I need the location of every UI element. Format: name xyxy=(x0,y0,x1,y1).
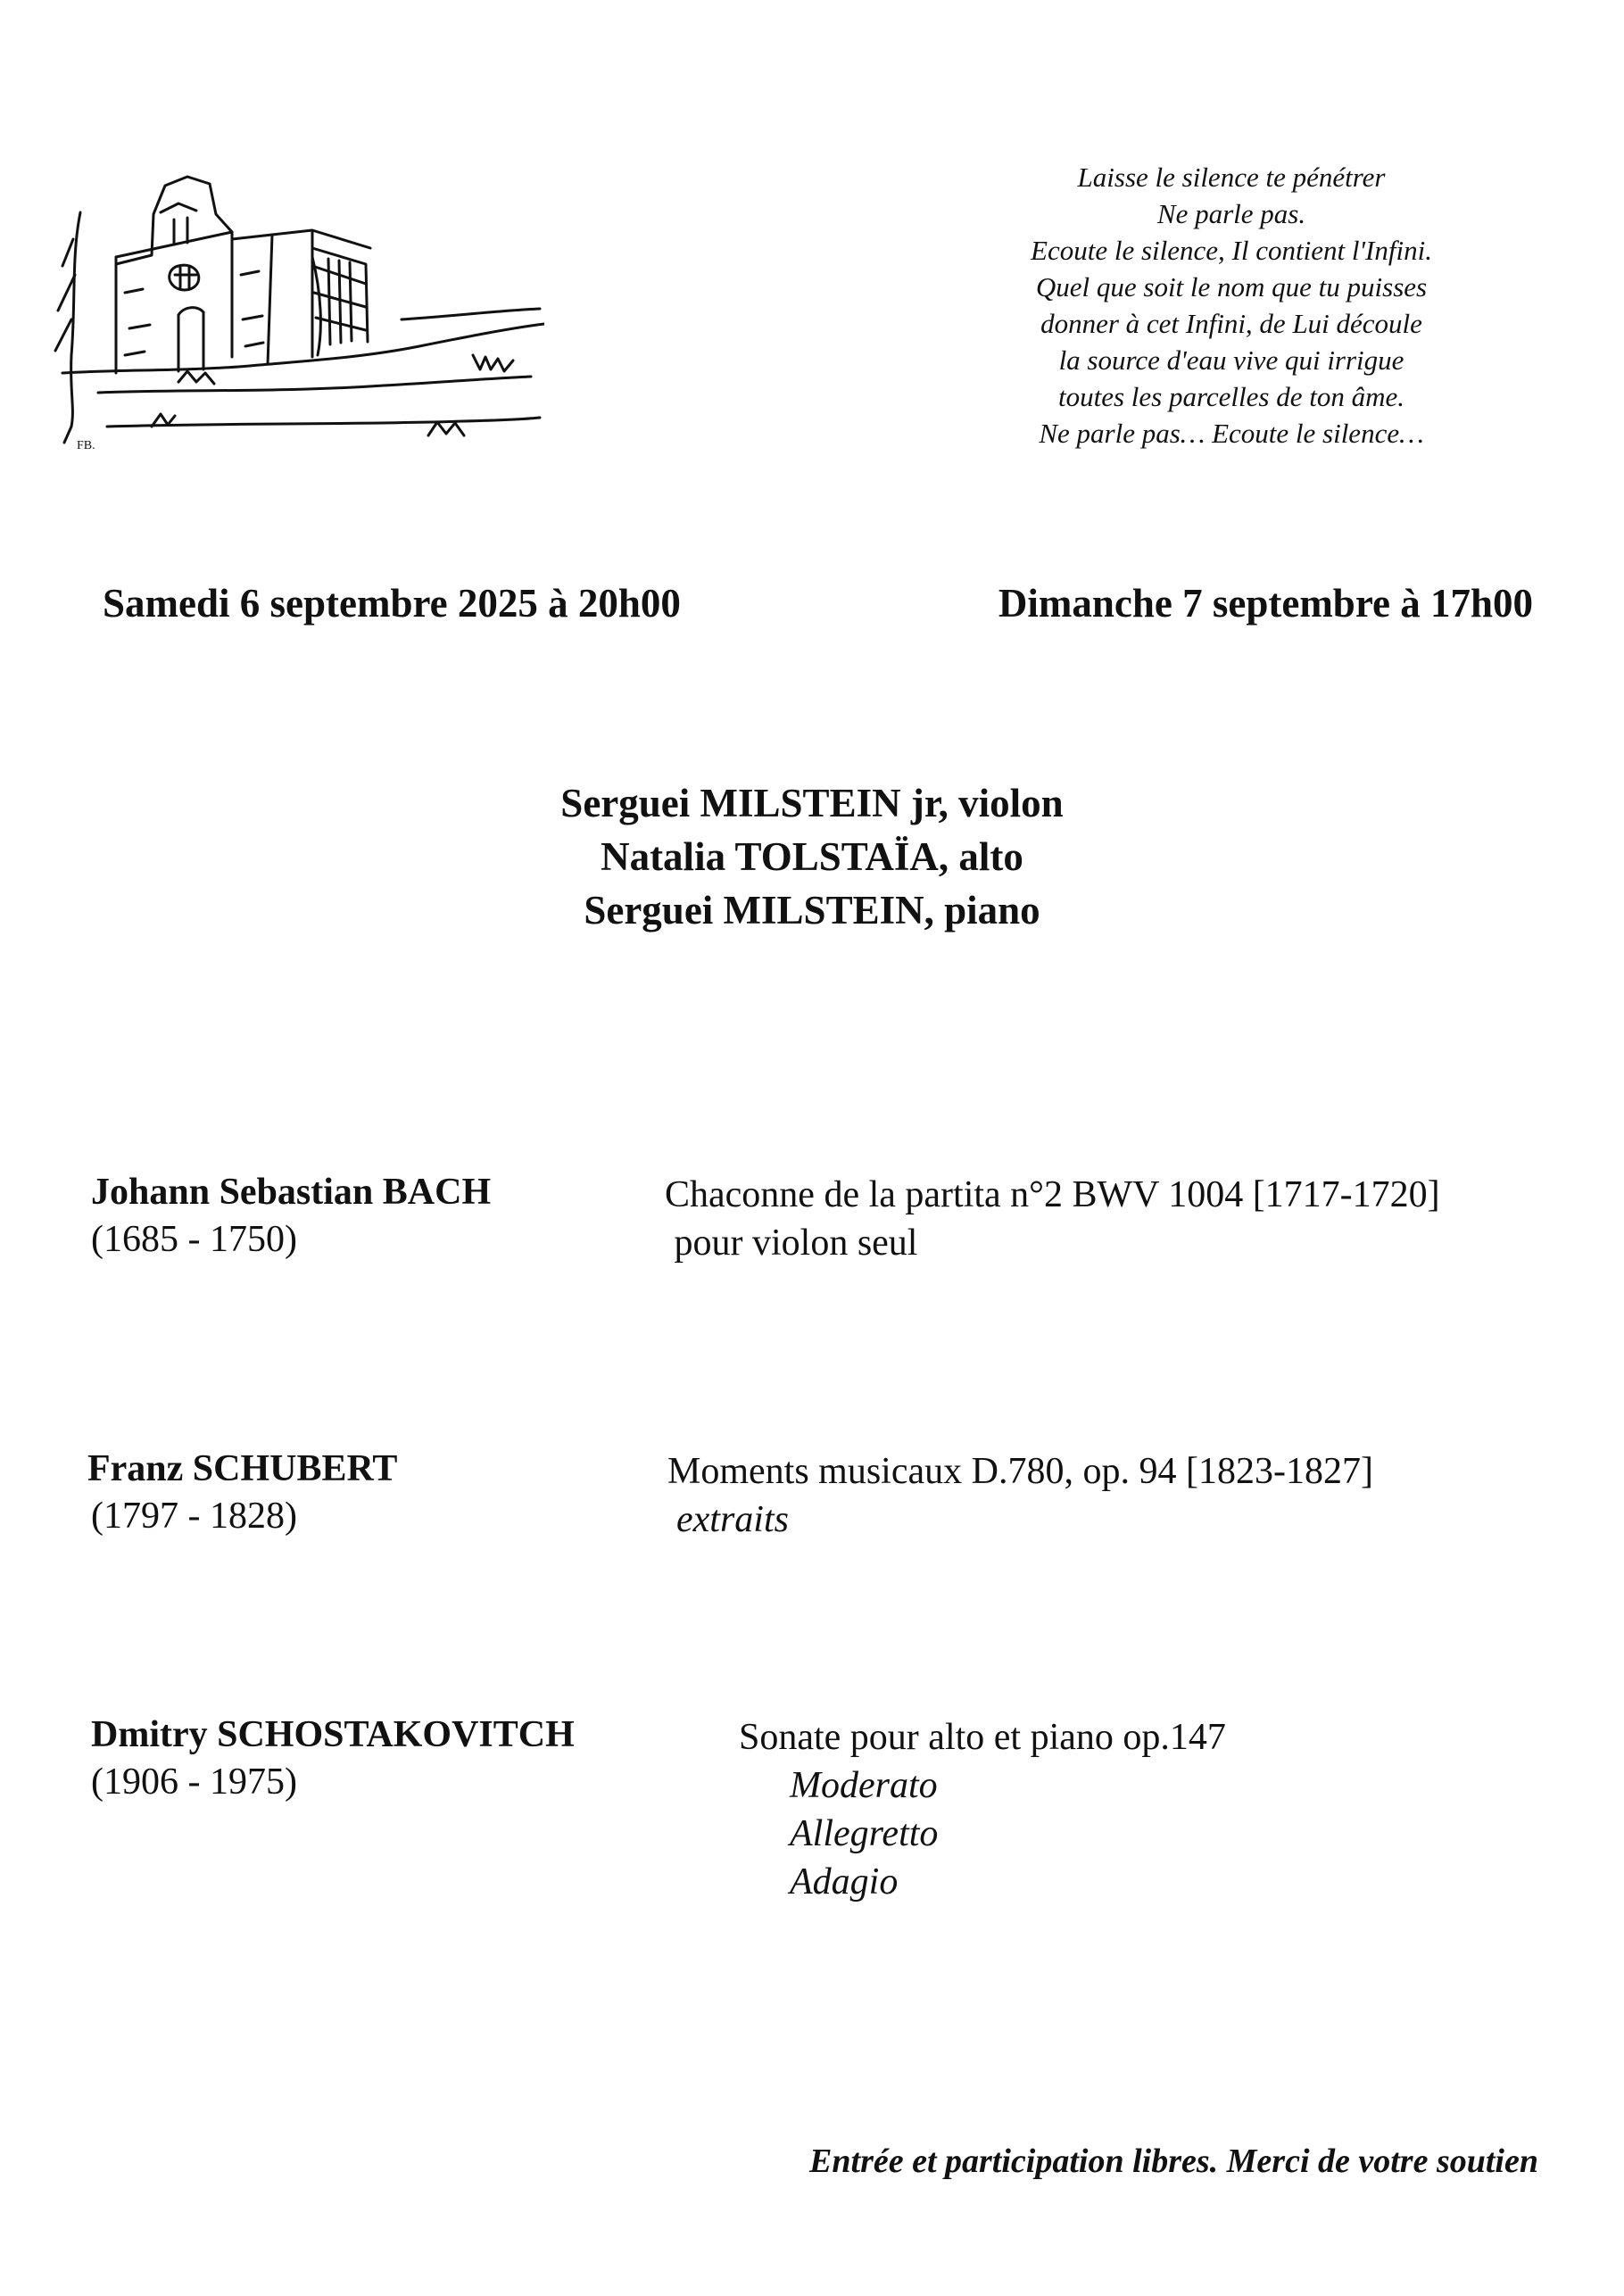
poem-line: toutes les parcelles de ton âme. xyxy=(1058,381,1404,412)
program-work xyxy=(667,1447,1373,1544)
poem-line: donner à cet Infini, de Lui découle xyxy=(1040,308,1422,339)
work-title: Sonate pour alto et piano op.147 xyxy=(739,1717,1226,1758)
poem-line: Ne parle pas. xyxy=(1156,198,1306,229)
work-title: Chaconne de la partita n°2 BWV 1004 [1717-1720] xyxy=(665,1174,1440,1215)
performer: Serguei MILSTEIN, piano xyxy=(584,888,1040,932)
work-movement: Adagio xyxy=(790,1861,899,1902)
composer-years: (1906 - 1975) xyxy=(91,1761,297,1803)
composer-name: Franz SCHUBERT xyxy=(87,1448,398,1489)
footer-note: Entrée et participation libres. Merci de votre soutien xyxy=(809,2143,1538,2180)
artist-signature: FB. xyxy=(77,439,95,452)
concert-date-saturday: Samedi 6 septembre 2025 à 20h00 xyxy=(103,581,681,626)
performer: Serguei MILSTEIN jr, violon xyxy=(560,781,1064,825)
composer-years: (1797 - 1828) xyxy=(91,1496,297,1537)
work-title: Moments musicaux D.780, op. 94 [1823-1827] xyxy=(667,1451,1373,1492)
poem xyxy=(973,159,1490,452)
composer-name: Dmitry SCHOSTAKOVITCH xyxy=(91,1714,575,1755)
concert-date-sunday: Dimanche 7 septembre à 17h00 xyxy=(998,581,1533,626)
poem-line: Ne parle pas… Ecoute le silence… xyxy=(1039,418,1424,449)
work-movement: Moderato xyxy=(790,1765,938,1806)
program-work xyxy=(739,1713,1226,1906)
program-work xyxy=(665,1171,1440,1267)
work-movement: Allegretto xyxy=(790,1813,939,1854)
performer: Natalia TOLSTAÏA, alto xyxy=(601,834,1023,879)
work-detail: extraits xyxy=(676,1499,789,1540)
performers-list xyxy=(0,776,1624,937)
chapel-sketch-illustration xyxy=(45,159,544,462)
composer-years: (1685 - 1750) xyxy=(91,1219,297,1260)
poem-line: Ecoute le silence, Il contient l'Infini. xyxy=(1031,235,1432,266)
poem-line: Quel que soit le nom que tu puisses xyxy=(1035,271,1428,303)
poem-line: Laisse le silence te pénétrer xyxy=(1077,162,1386,193)
chapel-sketch-icon xyxy=(45,159,544,462)
work-detail: pour violon seul xyxy=(665,1223,918,1264)
composer-name: Johann Sebastian BACH xyxy=(91,1172,492,1213)
poem-line: la source d'eau vive qui irrigue xyxy=(1058,344,1404,376)
